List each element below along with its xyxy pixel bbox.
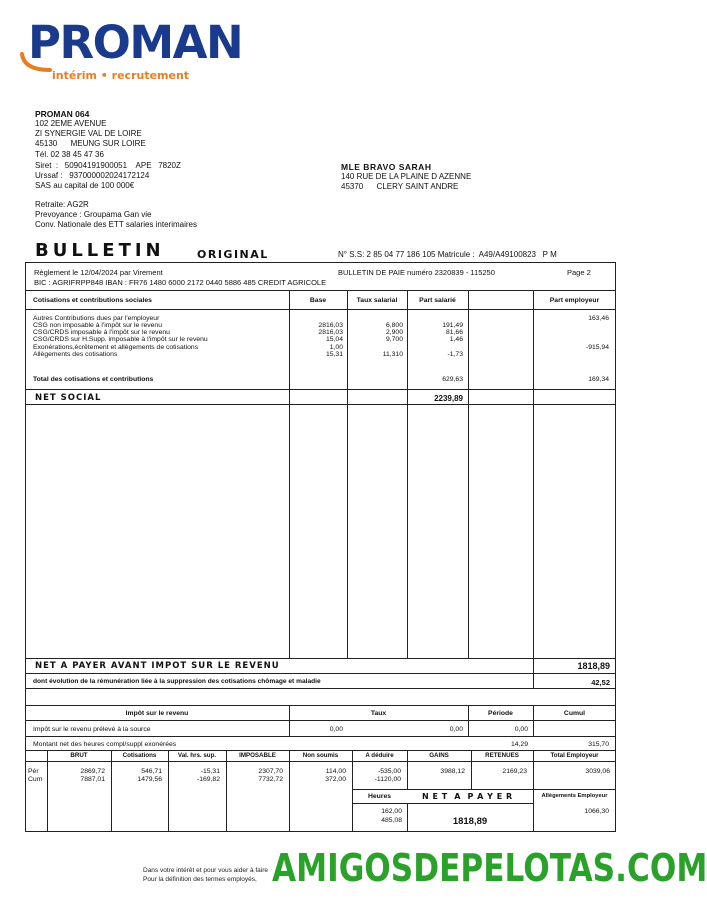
employer-name: PROMAN 064 xyxy=(35,109,90,119)
periode-header: Période xyxy=(488,710,513,717)
row-taux: 6,800 xyxy=(385,322,403,329)
row-label: CSG non imposable à l'impôt sur le revenu xyxy=(33,322,162,329)
allegements-label: Allègements Employeur xyxy=(541,793,608,799)
row-label-periode: Pér xyxy=(28,768,39,775)
summary-header: Total Employeur xyxy=(550,752,599,759)
divider xyxy=(25,404,616,405)
summary-per-value: 2307,70 xyxy=(258,768,283,775)
watermark: AMIGOSDEPELOTAS.COM xyxy=(272,846,707,890)
employer-capital: SAS au capital de 100 000€ xyxy=(35,181,135,190)
row-taux: 11,310 xyxy=(382,351,403,358)
employer-address-line: 45130 MEUNG SUR LOIRE xyxy=(35,139,146,148)
divider xyxy=(25,290,616,291)
row-part-employeur: 163,46 xyxy=(588,315,609,322)
impot-row-base: 0,00 xyxy=(329,726,343,733)
column-divider xyxy=(111,750,112,832)
divider xyxy=(25,688,616,689)
column-divider xyxy=(47,750,48,832)
row-part-salarie: 81,66 xyxy=(445,329,463,336)
social-security-line: N° S.S: 2 85 04 77 186 105 Matricule : A49/A49100823 P M xyxy=(338,250,557,259)
cumul-header: Cumul xyxy=(563,710,586,717)
column-divider xyxy=(168,750,169,832)
row-taux: 9,700 xyxy=(385,336,403,343)
company-logo: PROMAN xyxy=(28,16,243,69)
heures-cumul: 485,08 xyxy=(381,817,402,824)
column-divider xyxy=(226,750,227,832)
column-divider xyxy=(407,290,408,658)
employer-siret: Siret : 50904191900051 APE 7820Z xyxy=(35,161,181,170)
divider xyxy=(25,761,616,762)
heures-exonerees-periode: 14,29 xyxy=(510,741,528,748)
col-header-base: Base xyxy=(309,297,327,304)
employee-address-line: 140 RUE DE LA PLAINE D AZENNE xyxy=(341,172,472,181)
row-base: 2816,03 xyxy=(318,322,343,329)
row-label: CSG/CRDS sur H.Supp. imposable à l'impôt sur le revenu xyxy=(33,336,208,343)
employer-retraite: Retraite: AG2R xyxy=(35,200,89,209)
column-divider xyxy=(533,750,534,832)
row-base: 15,31 xyxy=(325,351,343,358)
heures-periode: 162,00 xyxy=(381,808,402,815)
employer-phone: Tél. 02 38 45 47 36 xyxy=(35,150,104,159)
divider xyxy=(352,789,616,790)
employer-urssaf: Urssaf : 937000002024172124 xyxy=(35,171,150,180)
bic-line: BIC : AGRIFRPP848 IBAN : FR76 1480 6000 2172 0440 5886 485 CREDIT AGRICOLE xyxy=(34,278,327,287)
impot-row-periode: 0,00 xyxy=(514,726,528,733)
logo-tagline: intérim • recrutement xyxy=(52,69,190,82)
document-title: BULLETIN xyxy=(35,240,165,261)
summary-per-value: 546,71 xyxy=(141,768,162,775)
employee-name: MLE BRAVO SARAH xyxy=(341,162,432,172)
summary-header: Cotisations xyxy=(122,752,157,759)
row-part-salarie: 1,46 xyxy=(449,336,463,343)
summary-cum-value: 1479,56 xyxy=(137,776,162,783)
row-part-salarie: -1,73 xyxy=(447,351,463,358)
summary-per-value: -15,31 xyxy=(200,768,220,775)
employer-address-line: ZI SYNERGIE VAL DE LOIRE xyxy=(35,129,142,138)
net-a-payer-value: 1818,89 xyxy=(452,816,488,827)
divider xyxy=(25,309,616,310)
bulletin-number: BULLETIN DE PAIE numéro 2320839 - 115250 xyxy=(338,268,495,277)
col-header-part-salarie: Part salarié xyxy=(419,297,456,304)
net-a-payer-label: N E T A P A Y E R xyxy=(422,792,513,801)
impot-header: Impôt sur le revenu xyxy=(125,710,189,717)
summary-per-value: -535,00 xyxy=(377,768,401,775)
net-social-label: NET SOCIAL xyxy=(35,393,102,403)
heures-exonerees-label: Montant net des heures compl/suppl exonérées xyxy=(33,741,177,748)
row-base: 15,04 xyxy=(325,336,343,343)
row-part-employeur: -915,94 xyxy=(585,344,609,351)
total-part-salarie: 629,63 xyxy=(442,376,463,383)
net-social-value: 2239,89 xyxy=(434,394,463,403)
row-label-cumul: Cum xyxy=(28,776,43,783)
divider xyxy=(25,736,616,737)
divider xyxy=(352,803,533,804)
row-base: 1,00 xyxy=(329,344,343,351)
summary-header: A déduire xyxy=(365,752,394,759)
row-label: Exonérations,écrêtement et allègements de cotisations xyxy=(33,344,199,351)
summary-per-value: 2869,72 xyxy=(80,768,105,775)
col-header-taux: Taux salarial xyxy=(356,297,398,304)
impot-row-label: Impôt sur le revenu prélevé à la source xyxy=(33,726,151,733)
employer-prevoyance: Prevoyance : Groupama Gan vie xyxy=(35,210,152,219)
divider xyxy=(25,389,616,390)
heures-exonerees-cumul: 315,70 xyxy=(588,741,609,748)
summary-header: Non soumis xyxy=(302,752,339,759)
allegements-value: 1066,30 xyxy=(584,808,609,815)
row-label: Autres Contributions dues par l'employeur xyxy=(33,315,160,322)
summary-header: GAINS xyxy=(429,752,449,759)
document-original-label: ORIGINAL xyxy=(197,248,269,261)
impot-row-taux: 0,00 xyxy=(449,726,463,733)
summary-cum-value: -169,82 xyxy=(196,776,220,783)
summary-cum-value: 7887,01 xyxy=(80,776,105,783)
summary-header: RETENUES xyxy=(485,752,519,759)
footer-note: Pour la définition des termes employés, xyxy=(143,876,257,883)
col-header-cotisations: Cotisations et contributions sociales xyxy=(33,297,152,304)
summary-header: Val. hrs. sup. xyxy=(177,752,217,759)
net-avant-impot-value: 1818,89 xyxy=(577,661,610,671)
row-base: 2816,03 xyxy=(318,329,343,336)
divider xyxy=(25,720,616,721)
logo-swoosh-icon xyxy=(20,52,54,74)
summary-cum-value: -1120,00 xyxy=(374,776,401,783)
divider xyxy=(25,673,616,674)
employer-address-line: 102 2EME AVENUE xyxy=(35,119,107,128)
footer-note: Dans votre intérêt et pour vous aider à faire xyxy=(143,867,269,874)
summary-header: IMPOSABLE xyxy=(239,752,276,759)
summary-header: BRUT xyxy=(70,752,88,759)
evolution-label: dont évolution de la rémunération liée à la suppression des cotisations chômage et maladie xyxy=(33,678,321,685)
row-taux: 2,900 xyxy=(385,329,403,336)
summary-per-value: 114,00 xyxy=(325,768,346,775)
evolution-value: 42,52 xyxy=(591,678,610,687)
column-divider xyxy=(289,750,290,832)
col-header-part-employeur: Part employeur xyxy=(549,297,600,304)
summary-cum-value: 7732,72 xyxy=(258,776,283,783)
reglement-line: Règlement le 12/04/2024 par Virement xyxy=(34,268,163,277)
row-part-salarie: 191,49 xyxy=(442,322,463,329)
summary-cum-value: 372,00 xyxy=(325,776,346,783)
employee-address-line: 45370 CLERY SAINT ANDRE xyxy=(341,182,459,191)
total-label: Total des cotisations et contributions xyxy=(33,376,154,383)
divider xyxy=(25,705,616,706)
column-divider xyxy=(468,290,469,658)
heures-label: Heures xyxy=(367,793,392,800)
row-label: Allègements des cotisations xyxy=(33,351,118,358)
row-label: CSG/CRDS imposable à l'impôt sur le revenu xyxy=(33,329,170,336)
taux-header: Taux xyxy=(370,710,387,717)
column-divider xyxy=(347,290,348,658)
total-part-employeur: 169,34 xyxy=(588,376,609,383)
net-avant-impot-label: NET A PAYER AVANT IMPOT SUR LE REVENU xyxy=(35,661,280,671)
divider xyxy=(25,750,616,751)
divider xyxy=(25,658,616,659)
summary-per-value: 3039,06 xyxy=(585,768,610,775)
summary-per-value: 2169,23 xyxy=(502,768,527,775)
page-number: Page 2 xyxy=(567,268,591,277)
employer-convention: Conv. Nationale des ETT salaries interimaires xyxy=(35,220,197,229)
summary-per-value: 3988,12 xyxy=(440,768,465,775)
